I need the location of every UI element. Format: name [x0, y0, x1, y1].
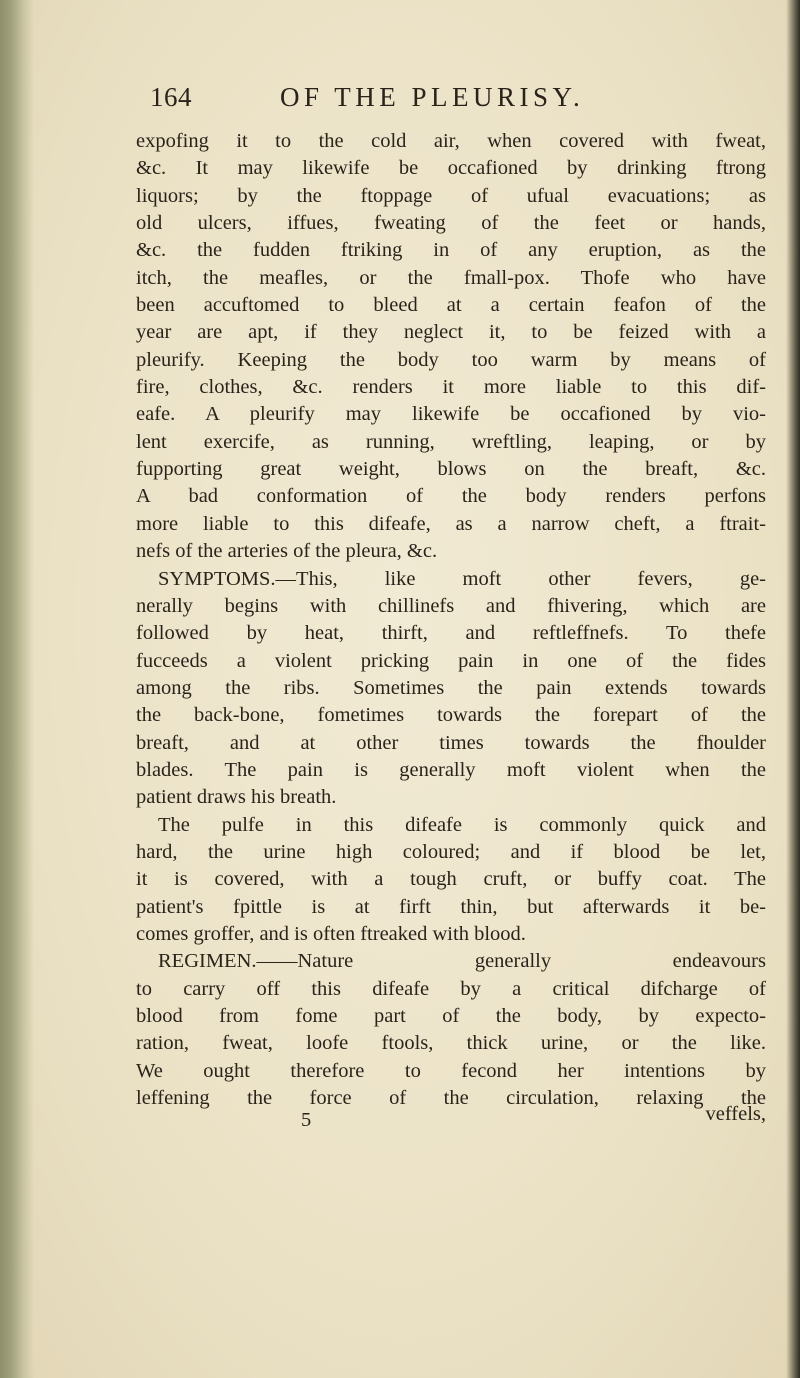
text-line: hard, the urine high coloured; and if blood be let, [136, 840, 766, 863]
text-line: blades. The pain is generally moft violent when the [136, 758, 766, 781]
text-line: been accuftomed to bleed at a certain feafon of the [136, 294, 766, 317]
text-line: fupporting great weight, blows on the breaft, &c. [136, 458, 766, 481]
text-line: more liable to this difeafe, as a narrow cheft, a ftrait- [136, 512, 766, 535]
text-line: followed by heat, thirft, and reftleffnefs. To thefe [136, 622, 766, 645]
page-footer [136, 1103, 766, 1133]
text-line: eafe. A pleurify may likewife be occafioned by vio- [136, 403, 766, 426]
text-line: &c. It may likewife be occafioned by drinking ftrong [136, 157, 766, 180]
catchword: veffels, [705, 1103, 766, 1125]
page-number: 164 [150, 82, 192, 112]
text-line-regimen: REGIMEN.——Nature generally endeavours [158, 950, 766, 973]
signature-mark: 5 [301, 1109, 312, 1131]
text-line: A bad conformation of the body renders perfons [136, 485, 766, 508]
text-line: breaft, and at other times towards the fhoulder [136, 731, 766, 754]
text-line: comes groffer, and is often ftreaked with blood. [136, 922, 526, 945]
page-header [150, 80, 750, 120]
text-line: lent exercife, as running, wreftling, leaping, or by [136, 430, 766, 453]
text-line: We ought therefore to fecond her intentions by [136, 1059, 766, 1082]
text-line-pulse: The pulfe in this difeafe is commonly quick and [158, 813, 766, 836]
text-line: year are apt, if they neglect it, to be feized with a [136, 321, 766, 344]
text-line-symptoms: SYMPTOMS.—This, like moft other fevers, ge- [158, 567, 766, 590]
text-line: patient draws his breath. [136, 786, 337, 809]
text-line: leffening the force of the circulation, relaxing the [136, 1087, 766, 1110]
text-line: fire, clothes, &c. renders it more liable to this dif- [136, 376, 766, 399]
text-line: pleurify. Keeping the body too warm by means of [136, 348, 766, 371]
text-line: liquors; by the ftoppage of ufual evacuations; as [136, 184, 766, 207]
text-line: blood from fome part of the body, by expecto- [136, 1005, 766, 1027]
text-line: patient's fpittle is at firft thin, but afterwards it be- [136, 895, 766, 918]
book-binding-edge [0, 0, 34, 1378]
text-line: fucceeds a violent pricking pain in one of the fides [136, 649, 766, 672]
text-line: among the ribs. Sometimes the pain extends towards [136, 676, 766, 699]
text-line: expofing it to the cold air, when covered with fweat, [136, 130, 766, 152]
text-line: it is covered, with a tough cruft, or buffy coat. The [136, 868, 766, 891]
text-line: to carry off this difeafe by a critical difcharge of [136, 977, 766, 1000]
body-text [136, 128, 766, 1112]
text-line: ration, fweat, loofe ftools, thick urine, or the like. [136, 1032, 766, 1055]
text-line: the back-bone, fometimes towards the forepart of the [136, 704, 766, 727]
running-title: OF THE PLEURISY. [280, 82, 585, 112]
text-line: nerally begins with chillinefs and fhivering, which are [136, 594, 766, 617]
text-line: itch, the meafles, or the fmall-pox. Thofe who have [136, 266, 766, 289]
text-line: old ulcers, iffues, fweating of the feet or hands, [136, 212, 766, 235]
text-line: &c. the fudden ftriking in of any eruption, as the [136, 239, 766, 262]
page-right-edge [786, 0, 800, 1378]
text-line: nefs of the arteries of the pleura, &c. [136, 540, 438, 563]
